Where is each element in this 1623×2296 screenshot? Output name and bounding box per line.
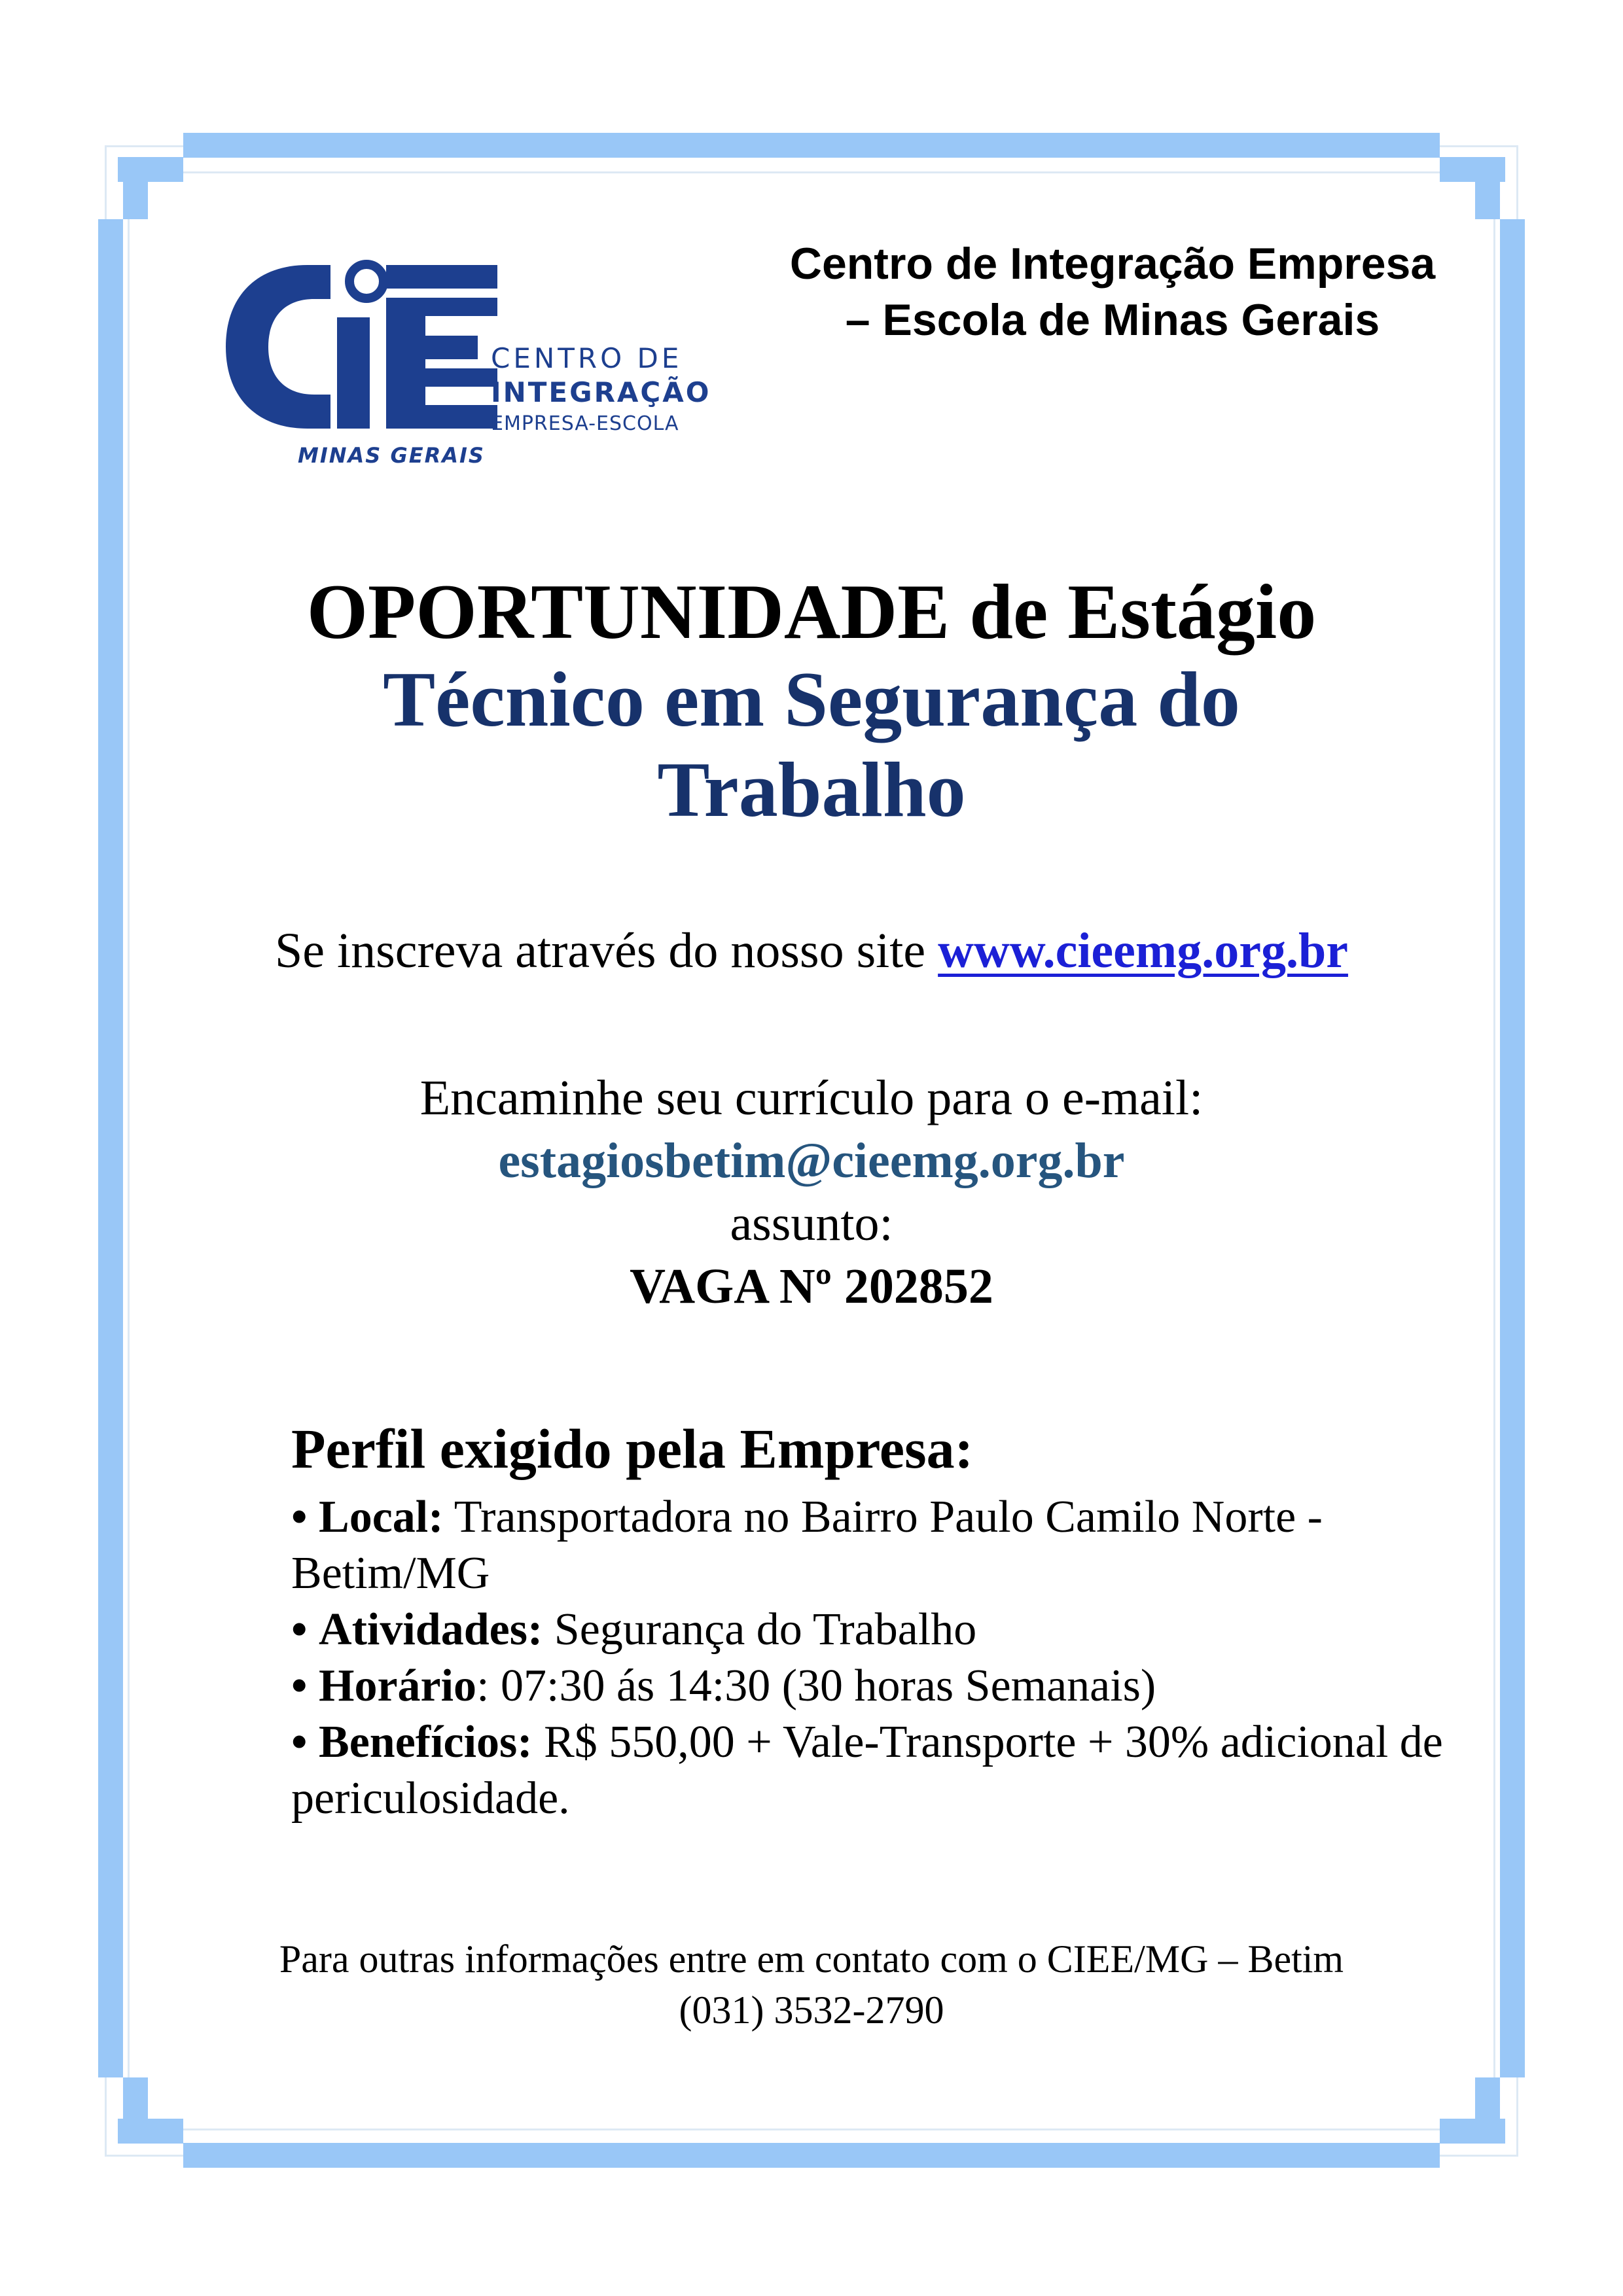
frame-left-top-step (123, 157, 148, 219)
frame-left-bar (98, 219, 123, 2077)
frame-right-bar (1500, 219, 1525, 2077)
bullet-icon: • (291, 1661, 308, 1711)
site-prefix: Se inscreva através do nosso site (275, 923, 926, 978)
logo-line1: CENTRO DE (491, 342, 683, 374)
site-line (151, 919, 1472, 982)
footer-info: Para outras informações entre em contato com o CIEE/MG – Betim (279, 1937, 1344, 1981)
profile-item-value: Segurança do Trabalho (554, 1604, 977, 1655)
profile-item-value: : 07:30 ás 14:30 (30 horas Semanais) (476, 1661, 1156, 1711)
profile-title: Perfil exigido pela Empresa: (291, 1417, 974, 1480)
frame-left-bottom-step (123, 2077, 148, 2143)
frame-top-bar (183, 133, 1440, 158)
email-block (151, 1067, 1472, 1318)
headline: OPORTUNIDADE de Estágio (306, 568, 1317, 655)
profile-item-label: Benefícios: (319, 1717, 533, 1767)
profile-item-label: Local: (319, 1492, 444, 1542)
frame-bottom-bar (183, 2143, 1440, 2168)
subject-label: assunto: (730, 1196, 893, 1251)
vacancy-number: VAGA Nº 202852 (630, 1259, 993, 1314)
logo-region: MINAS GERAIS (298, 443, 485, 468)
position-title-text: Técnico em Segurança do Trabalho (383, 656, 1240, 833)
profile-item-value: R$ 550,00 + Vale-Transporte + 30% adicional de periculosidade. (291, 1717, 1443, 1824)
profile-item-local (291, 1489, 1443, 1602)
profile-section (291, 1413, 1443, 1827)
email-intro: Encaminhe seu currículo para o e-mail: (419, 1070, 1204, 1125)
bullet-icon: • (291, 1717, 308, 1767)
bullet-icon: • (291, 1604, 308, 1655)
email-address[interactable]: estagiosbetim@cieemg.org.br (498, 1133, 1125, 1188)
site-link[interactable]: www.cieemg.org.br (938, 923, 1348, 978)
logo-line3: EMPRESA-ESCOLA (491, 412, 679, 435)
footer (151, 1934, 1472, 2036)
frame-right-top-step (1475, 157, 1500, 219)
institution-name: Centro de Integração Empresa – Escola de Minas Gerais (789, 239, 1436, 345)
position-title (151, 654, 1472, 835)
profile-item-benefits (291, 1714, 1443, 1827)
profile-item-label: Atividades: (319, 1604, 543, 1655)
logo-line2: INTEGRAÇÃO (491, 376, 711, 408)
profile-item-schedule (291, 1658, 1443, 1714)
profile-item-label: Horário (319, 1661, 477, 1711)
ciee-logo (216, 258, 713, 474)
profile-item-value: Transportadora no Bairro Paulo Camilo Norte - Betim/MG (291, 1492, 1323, 1598)
frame-right-bottom-step (1475, 2077, 1500, 2143)
profile-item-activities (291, 1602, 1443, 1658)
footer-phone: (031) 3532-2790 (679, 1988, 944, 2032)
bullet-icon: • (291, 1492, 308, 1542)
